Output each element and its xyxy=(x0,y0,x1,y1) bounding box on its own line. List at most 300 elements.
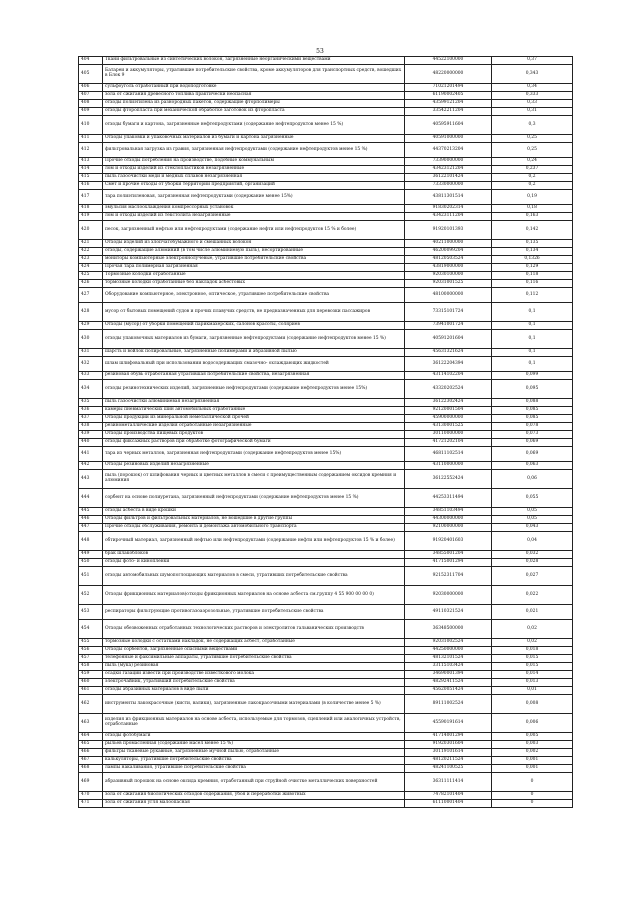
table-row xyxy=(79,92,573,100)
row-number: 455 xyxy=(79,639,103,647)
table-row xyxy=(79,695,573,714)
waste-name: зола от сжигания биологических отходов содержания, убоя и переработки животных xyxy=(103,792,405,800)
row-number: 430 xyxy=(79,330,103,349)
row-number: 461 xyxy=(79,687,103,695)
table-row xyxy=(79,264,573,272)
waste-code: 48120503524 xyxy=(405,256,492,264)
row-number: 417 xyxy=(79,190,103,205)
waste-name: отходы упаковочных материалов из бумаги, загрязненные нефтепродуктами (содержание нефтепродуктов менее 15 %) xyxy=(103,330,405,349)
hazard-value: 0,134 xyxy=(492,248,573,256)
row-number: 421 xyxy=(79,240,103,248)
waste-name: фильтры тканевые рукавные, загрязненные мучной пылью, отработанные xyxy=(103,749,405,757)
hazard-value: 0,25 xyxy=(492,135,573,143)
row-number: 447 xyxy=(79,524,103,532)
row-number: 429 xyxy=(79,322,103,330)
row-number: 468 xyxy=(79,765,103,773)
waste-name: инструменты лакокрасочные (кисти, валики), загрязненные лакокрасочными материалами (в количестве менее 5 %) xyxy=(103,695,405,714)
waste-code: 73390000000 xyxy=(405,158,492,166)
hazard-value: 0,19 xyxy=(492,190,573,205)
table-row xyxy=(79,213,573,221)
waste-name: калькуляторы, утратившие потребительские свойства xyxy=(103,757,405,765)
waste-code: 33542211204 xyxy=(405,108,492,116)
row-number: 414 xyxy=(79,166,103,174)
table-row xyxy=(79,567,573,586)
hazard-value: 0,34 xyxy=(492,84,573,92)
hazard-value: 0,3 xyxy=(492,116,573,135)
waste-code: 36122204394 xyxy=(405,357,492,372)
hazard-value: 0,073 xyxy=(492,431,573,439)
table-row xyxy=(79,773,573,792)
waste-register-table xyxy=(78,56,573,808)
waste-code: 43320202524 xyxy=(405,380,492,399)
waste-code: 43114102204 xyxy=(405,372,492,380)
table-row xyxy=(79,733,573,741)
table-row xyxy=(79,357,573,372)
table-row xyxy=(79,256,573,264)
row-number: 438 xyxy=(79,423,103,431)
hazard-value: 0,06 xyxy=(492,470,573,489)
row-number: 453 xyxy=(79,605,103,620)
waste-code: 61110001404 xyxy=(405,800,492,808)
waste-code: 36311111414 xyxy=(405,773,492,792)
waste-code: 73330000000 xyxy=(405,182,492,190)
hazard-value: 0,2 xyxy=(492,182,573,190)
waste-code: 34855001204 xyxy=(405,551,492,559)
waste-code: 91920401603 xyxy=(405,532,492,551)
table-row xyxy=(79,280,573,288)
waste-code: 48220000000 xyxy=(405,65,492,84)
hazard-value: 0,088 xyxy=(492,399,573,407)
hazard-value: 0,05 xyxy=(492,508,573,516)
row-number: 469 xyxy=(79,773,103,792)
hazard-value: 0,1 xyxy=(492,357,573,372)
waste-name: Отходы резиновых изделий незагрязненные xyxy=(103,462,405,470)
waste-code: 34690001394 xyxy=(405,671,492,679)
row-number: 460 xyxy=(79,679,103,687)
hazard-value: 0,37 xyxy=(492,57,573,65)
hazard-value: 0,069 xyxy=(492,439,573,447)
hazard-value: 0,2 xyxy=(492,174,573,182)
waste-name: Батареи и аккумуляторы, утратившие потребительские свойства, кроме аккумуляторов для транспортных средств, вошедших в Блок 9 xyxy=(103,65,405,84)
waste-name: Отходы упаковки и упаковочных материалов из бумаги и картона загрязненные xyxy=(103,135,405,143)
waste-name: Отходы (мусор) от уборки помещений парикмахерских, салонов красоты, соляриев xyxy=(103,322,405,330)
table-row xyxy=(79,166,573,174)
table-row xyxy=(79,158,573,166)
table-row xyxy=(79,470,573,489)
hazard-value: 0,015 xyxy=(492,663,573,671)
waste-code: 45590191614 xyxy=(405,714,492,733)
hazard-value: 0,095 xyxy=(492,380,573,399)
waste-name: Прочие отходы потребления на производстве, подобные коммунальным xyxy=(103,158,405,166)
row-number: 444 xyxy=(79,489,103,508)
waste-code: 89111002524 xyxy=(405,695,492,714)
waste-name: отходы резинотехнических изделий, загрязненные нефтепродуктами (содержание нефтепродуктов менее 15%) xyxy=(103,380,405,399)
row-number: 423 xyxy=(79,256,103,264)
row-number: 457 xyxy=(79,655,103,663)
waste-name: лом и отходы изделий из текстолита незагрязненные xyxy=(103,213,405,221)
waste-code: 92031002524 xyxy=(405,639,492,647)
waste-name: тормозные колодки отработанные без накладок асбестовых xyxy=(103,280,405,288)
table-row xyxy=(79,205,573,213)
row-number: 425 xyxy=(79,272,103,280)
table-row xyxy=(79,65,573,84)
waste-name: абразивный порошок на основе оксида кремния, отработанный при струйной очистке металлических поверхностей xyxy=(103,773,405,792)
hazard-value: 0,31 xyxy=(492,108,573,116)
waste-name: изделия из фрикционных материалов на основе асбеста, используемые для тормозов, сцеплений или аналогичных устройств, отработанные xyxy=(103,714,405,733)
waste-code: 48120211524 xyxy=(405,757,492,765)
hazard-value: 0,05 xyxy=(492,516,573,524)
waste-code: 49110321524 xyxy=(405,605,492,620)
row-number: 454 xyxy=(79,620,103,639)
hazard-value: 0,333 xyxy=(492,92,573,100)
table-row xyxy=(79,57,573,65)
waste-code: 92030100000 xyxy=(405,272,492,280)
waste-code: 91920301604 xyxy=(405,741,492,749)
table-row xyxy=(79,620,573,639)
waste-name: пыль (порошок) от шлифования черных и цветных металлов в смеси с преимущественным содержанием оксидов кремния и алюминия xyxy=(103,470,405,489)
waste-code: 44253311494 xyxy=(405,489,492,508)
waste-code: 73941001724 xyxy=(405,322,492,330)
hazard-value: 0,25 xyxy=(492,143,573,158)
waste-code: 43811301514 xyxy=(405,190,492,205)
waste-name: Отходы обезвоженных отработанных технологических растворов и электролитов гальванических производств xyxy=(103,620,405,639)
waste-code: 41714001294 xyxy=(405,733,492,741)
hazard-value: 0,1 xyxy=(492,330,573,349)
hazard-value: 0 xyxy=(492,773,573,792)
waste-name: камеры пневматических шин автомобильных отработанные xyxy=(103,407,405,415)
row-number: 466 xyxy=(79,749,103,757)
waste-name: зола от сжигания угля малоопасная xyxy=(103,800,405,808)
table-row xyxy=(79,174,573,182)
table-row xyxy=(79,116,573,135)
hazard-value: 0,118 xyxy=(492,272,573,280)
waste-name: брак шлакоблоков xyxy=(103,551,405,559)
waste-code: 34851103494 xyxy=(405,508,492,516)
waste-code: 71021201494 xyxy=(405,84,492,92)
waste-code: 45620051424 xyxy=(405,687,492,695)
hazard-value: 0,043 xyxy=(492,524,573,532)
table-body xyxy=(79,57,573,808)
hazard-value: 0,237 xyxy=(492,166,573,174)
waste-name: тара из черных металлов, загрязненная нефтепродуктами (содержание нефтепродуктов менее 15%) xyxy=(103,447,405,462)
hazard-value: 0,085 xyxy=(492,407,573,415)
waste-name: резиновая обувь отработанная утратившая потребительские свойства, незагрязненная xyxy=(103,372,405,380)
waste-code: 40591201604 xyxy=(405,330,492,349)
table-row xyxy=(79,248,573,256)
row-number: 422 xyxy=(79,248,103,256)
table-row xyxy=(79,100,573,108)
hazard-value: 0 xyxy=(492,792,573,800)
table-row xyxy=(79,663,573,671)
table-row xyxy=(79,447,573,462)
row-number: 463 xyxy=(79,714,103,733)
waste-name: пыль газоочистки меди и медных сплавов незагрязненная xyxy=(103,174,405,182)
hazard-value: 0,032 xyxy=(492,551,573,559)
row-number: 420 xyxy=(79,221,103,240)
hazard-value: 0,1326 xyxy=(492,256,573,264)
waste-name: отходы абразивных материалов в виде пыли xyxy=(103,687,405,695)
hazard-value: 0,069 xyxy=(492,447,573,462)
waste-code: 48100000000 xyxy=(405,288,492,303)
waste-name: телефонные и факсимильные аппараты, утратившие потребительские свойства xyxy=(103,655,405,663)
table-row xyxy=(79,516,573,524)
table-row xyxy=(79,190,573,205)
table-row xyxy=(79,524,573,532)
hazard-value: 0,24 xyxy=(492,158,573,166)
row-number: 443 xyxy=(79,470,103,489)
waste-name: пыль (мука) резиновая xyxy=(103,663,405,671)
waste-code: 46200099204 xyxy=(405,248,492,256)
table-row xyxy=(79,221,573,240)
row-number: 419 xyxy=(79,213,103,221)
table-row xyxy=(79,407,573,415)
waste-code: 41715001294 xyxy=(405,559,492,567)
row-number: 465 xyxy=(79,741,103,749)
hazard-value: 0,135 xyxy=(492,240,573,248)
hazard-value: 0,005 xyxy=(492,733,573,741)
hazard-value: 0,002 xyxy=(492,749,573,757)
hazard-value: 0,099 xyxy=(492,372,573,380)
table-row xyxy=(79,679,573,687)
waste-name: шлам шлифовальный при использовании водосодержащих смазочно- охлаждающих жидкостей xyxy=(103,357,405,372)
row-number: 424 xyxy=(79,264,103,272)
waste-name: электрочайник, утративший потребительские свойства xyxy=(103,679,405,687)
waste-name: тара полиэтиленовая, загрязненная нефтепродуктами (содержание менее 15%) xyxy=(103,190,405,205)
hazard-value: 0,163 xyxy=(492,213,573,221)
waste-code: 48241100525 xyxy=(405,765,492,773)
row-number: 413 xyxy=(79,158,103,166)
hazard-value: 0,015 xyxy=(492,655,573,663)
waste-name: шарсть и войлок полировальные, загрязненные полимерами и абразивной пылью xyxy=(103,349,405,357)
row-number: 437 xyxy=(79,415,103,423)
hazard-value: 0,02 xyxy=(492,620,573,639)
waste-name: эмульсия маслоохлаждения компрессорных установок xyxy=(103,205,405,213)
waste-name: лампы накаливания, утратившие потребительские свойства xyxy=(103,765,405,773)
waste-name: отходы фото- и кинопленки xyxy=(103,559,405,567)
waste-code: 48292411524 xyxy=(405,679,492,687)
row-number: 464 xyxy=(79,733,103,741)
waste-code: 36348500000 xyxy=(405,620,492,639)
waste-name: Тормозные колодки отработанные xyxy=(103,272,405,280)
waste-name: сорбент на основе полиуретана, загрязненный нефтепродуктами (содержание нефтепродуктов менее 15 %) xyxy=(103,489,405,508)
row-number: 426 xyxy=(79,280,103,288)
waste-code: 43130001525 xyxy=(405,423,492,431)
waste-name: отходы фиксажных растворов при обработке фотографической бумаги xyxy=(103,439,405,447)
waste-name: тормозные колодки с остатками накладок, не содержащих асбест, отработанные xyxy=(103,639,405,647)
row-number: 411 xyxy=(79,135,103,143)
hazard-value: 0,001 xyxy=(492,757,573,765)
table-row xyxy=(79,372,573,380)
waste-code: 91920101393 xyxy=(405,221,492,240)
row-number: 451 xyxy=(79,567,103,586)
row-number: 405 xyxy=(79,65,103,84)
waste-code: 61190002405 xyxy=(405,92,492,100)
table-row xyxy=(79,415,573,423)
waste-name: отходы бумаги и картона, загрязненные нефтепродуктами (содержание нефтепродуктов менее 15 %) xyxy=(103,116,405,135)
hazard-value: 0,013 xyxy=(492,679,573,687)
waste-name: мусор от бытовых помещений судов и прочих плавучих средств, не предназначенных для перевозки пассажиров xyxy=(103,303,405,322)
waste-code: 44300000000 xyxy=(405,516,492,524)
waste-code: 44522100000 xyxy=(405,57,492,65)
waste-name: Отходы фильтров и фильтровальных материалов, не вошедшие в другие группы xyxy=(103,516,405,524)
hazard-value: 0,129 xyxy=(492,264,573,272)
waste-name: Отходы продукции из минеральной неметаллической прочей xyxy=(103,415,405,423)
waste-name: Отходы фрикционных материалов(отходы фрикционных материалов на основе асбеста см.группу 4 55 900 00 00 0) xyxy=(103,586,405,605)
row-number: 428 xyxy=(79,303,103,322)
hazard-value: 0,014 xyxy=(492,671,573,679)
table-row xyxy=(79,508,573,516)
hazard-value: 0,1 xyxy=(492,349,573,357)
waste-code: 40591000000 xyxy=(405,135,492,143)
table-row xyxy=(79,135,573,143)
waste-code: 44370213204 xyxy=(405,143,492,158)
table-row xyxy=(79,687,573,695)
waste-name: лом и отходы изделий из стеклопластиков незагрязненные xyxy=(103,166,405,174)
hazard-value: 0,1 xyxy=(492,322,573,330)
waste-name: Отходы сорбентов, загрязненные опасными веществами xyxy=(103,647,405,655)
table-row xyxy=(79,143,573,158)
waste-name: Оборудование компьютерное, электронное, оптическое, утратившее потребительские свойства xyxy=(103,288,405,303)
table-row xyxy=(79,330,573,349)
waste-code: 73315101724 xyxy=(405,303,492,322)
hazard-value: 0,116 xyxy=(492,280,573,288)
waste-code: 40211000000 xyxy=(405,240,492,248)
waste-name: зола от сжигания древесного топлива практически неопасная xyxy=(103,92,405,100)
hazard-value: 0,04 xyxy=(492,532,573,551)
hazard-value: 0,003 xyxy=(492,741,573,749)
table-row xyxy=(79,647,573,655)
table-row xyxy=(79,639,573,647)
waste-name: рыльев промасленная (содержание масел менее 15 %) xyxy=(103,741,405,749)
row-number: 412 xyxy=(79,143,103,158)
waste-name: отходы автомобильных шумопоглощающих материалов в смеси, утративших потребительские свойства xyxy=(103,567,405,586)
row-number: 467 xyxy=(79,757,103,765)
table-row xyxy=(79,288,573,303)
waste-name: Отходы изделий из хлопчатобумажного и смешанных волокон xyxy=(103,240,405,248)
waste-code: 92152311704 xyxy=(405,567,492,586)
table-row xyxy=(79,741,573,749)
table-row xyxy=(79,800,573,808)
waste-code: 43110000000 xyxy=(405,462,492,470)
waste-code: 92031001525 xyxy=(405,280,492,288)
hazard-value: 0,055 xyxy=(492,489,573,508)
hazard-value: 0,085 xyxy=(492,415,573,423)
waste-name: обтирочный материал, загрязненный нефтью или нефтепродуктами (содержание нефти или нефтепродуктов 15 % и более) xyxy=(103,532,405,551)
table-row xyxy=(79,757,573,765)
waste-code: 30110000000 xyxy=(405,431,492,439)
table-row xyxy=(79,714,573,733)
waste-code: 36122552424 xyxy=(405,470,492,489)
waste-name: мониторы компьютерные электроннолучевые, утратившие потребительские свойства xyxy=(103,256,405,264)
waste-code: 33115103424 xyxy=(405,663,492,671)
waste-name: осадки газации извести при производстве известкового молока xyxy=(103,671,405,679)
waste-name: отходы, содержащие алюминий (в том числе алюминиевую пыль), несортированные xyxy=(103,248,405,256)
waste-code: 41721202104 xyxy=(405,439,492,447)
table-row xyxy=(79,792,573,800)
waste-name: песок, загрязненный нефтью или нефтепродуктами (содержание нефти или нефтепродуктов 15 % и более) xyxy=(103,221,405,240)
waste-name: отходы фторопласта при механической обработке заготовок из фторопласта xyxy=(103,108,405,116)
row-number: 446 xyxy=(79,516,103,524)
hazard-value: 0,142 xyxy=(492,221,573,240)
waste-name: отходы фотобумаги xyxy=(103,733,405,741)
waste-code: 36122101424 xyxy=(405,174,492,182)
waste-code: 44250000000 xyxy=(405,647,492,655)
row-number: 435 xyxy=(79,399,103,407)
row-number: 456 xyxy=(79,647,103,655)
table-row xyxy=(79,272,573,280)
table-row xyxy=(79,559,573,567)
waste-code: 46811102514 xyxy=(405,447,492,462)
hazard-value: 0,063 xyxy=(492,462,573,470)
waste-name: респираторы фильтрующие противогазоаэрозольные, утратившие потребительские свойства xyxy=(103,605,405,620)
hazard-value: 0,021 xyxy=(492,605,573,620)
table-row xyxy=(79,551,573,559)
row-number: 404 xyxy=(79,57,103,65)
waste-code: 92030000000 xyxy=(405,586,492,605)
row-number: 448 xyxy=(79,532,103,551)
waste-code: 45631321624 xyxy=(405,349,492,357)
hazard-value: 0,1 xyxy=(492,303,573,322)
table-row xyxy=(79,431,573,439)
row-number: 445 xyxy=(79,508,103,516)
waste-name: Смет и прочие отходы от уборки территории предприятий, организаций xyxy=(103,182,405,190)
waste-name: Отходы производства пищевых продуктов xyxy=(103,431,405,439)
row-number: 407 xyxy=(79,92,103,100)
waste-name: отходы асбеста в виде крошки xyxy=(103,508,405,516)
hazard-value: 0,018 xyxy=(492,647,573,655)
waste-code: 92100000000 xyxy=(405,524,492,532)
waste-code: 40595911604 xyxy=(405,116,492,135)
table-row xyxy=(79,108,573,116)
hazard-value: 0,02 xyxy=(492,639,573,647)
row-number: 470 xyxy=(79,792,103,800)
row-number: 462 xyxy=(79,695,103,714)
row-number: 458 xyxy=(79,663,103,671)
waste-name: сульфоуголь отработанный при водоподготовке xyxy=(103,84,405,92)
waste-code: 43423121204 xyxy=(405,166,492,174)
waste-code: 43423111204 xyxy=(405,213,492,221)
row-number: 432 xyxy=(79,357,103,372)
row-number: 449 xyxy=(79,551,103,559)
row-number: 431 xyxy=(79,349,103,357)
hazard-value: 0,001 xyxy=(492,765,573,773)
row-number: 436 xyxy=(79,407,103,415)
waste-code: 74782101404 xyxy=(405,792,492,800)
waste-code: 92120001504 xyxy=(405,407,492,415)
row-number: 440 xyxy=(79,439,103,447)
row-number: 441 xyxy=(79,447,103,462)
hazard-value: 0,01 xyxy=(492,687,573,695)
row-number: 452 xyxy=(79,586,103,605)
table-row xyxy=(79,399,573,407)
row-number: 409 xyxy=(79,108,103,116)
waste-code: 45900000000 xyxy=(405,415,492,423)
hazard-value: 0 xyxy=(492,800,573,808)
table-row xyxy=(79,671,573,679)
table-row xyxy=(79,749,573,757)
waste-name: резинометаллические изделия отработанные незагрязненные xyxy=(103,423,405,431)
row-number: 450 xyxy=(79,559,103,567)
row-number: 418 xyxy=(79,205,103,213)
waste-code: 30119101614 xyxy=(405,749,492,757)
hazard-value: 0,33 xyxy=(492,100,573,108)
waste-code: 43819000000 xyxy=(405,264,492,272)
table-row xyxy=(79,322,573,330)
table-row xyxy=(79,303,573,322)
table-row xyxy=(79,182,573,190)
waste-code: 36122302424 xyxy=(405,399,492,407)
hazard-value: 0,028 xyxy=(492,559,573,567)
